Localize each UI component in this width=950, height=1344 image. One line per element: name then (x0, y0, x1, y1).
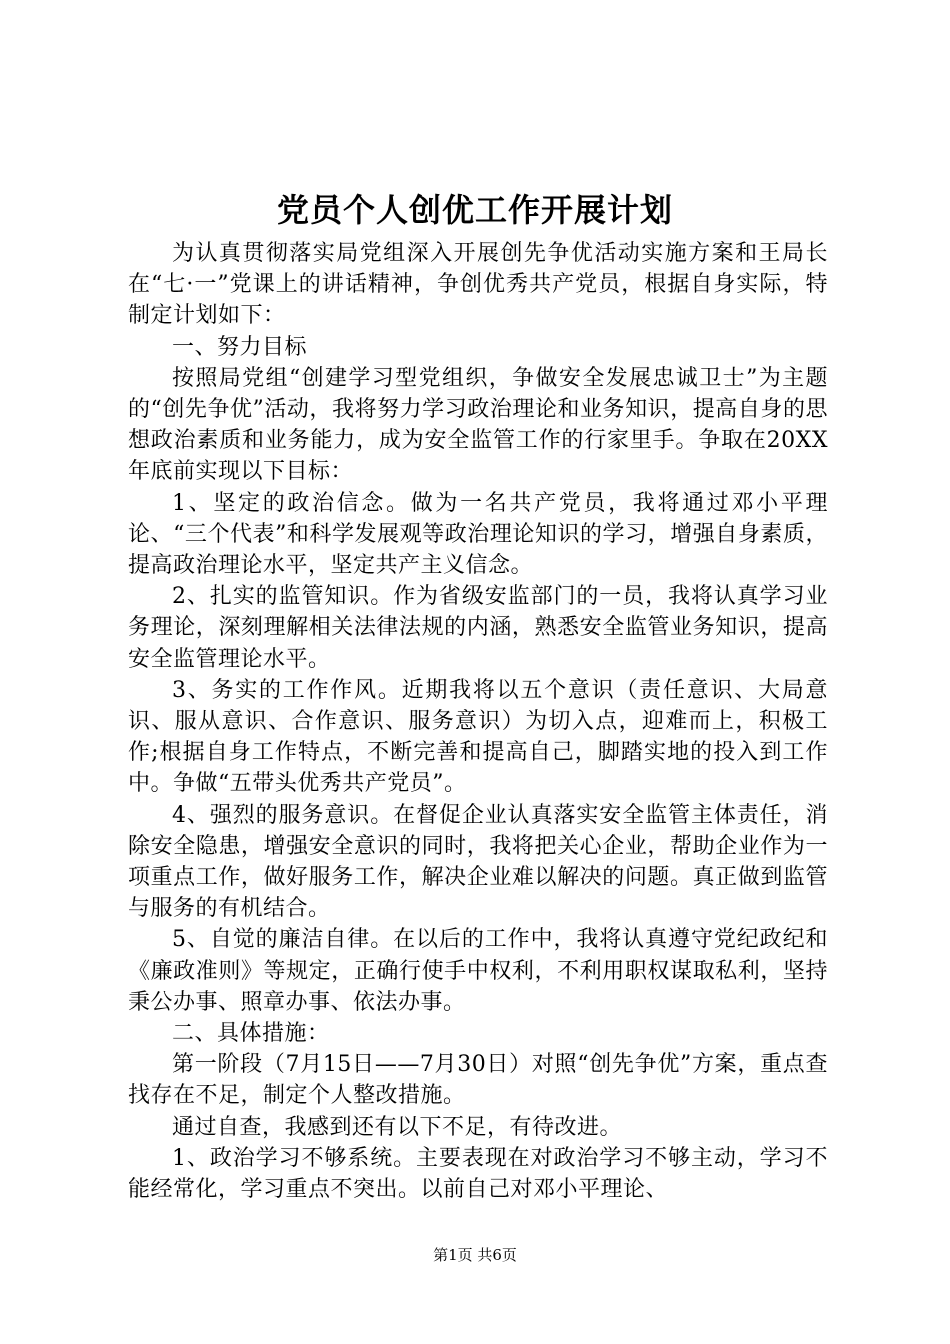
document-title: 党员个人创优工作开展计划 (276, 191, 673, 229)
goal-item-5: 5、自觉的廉洁自律。在以后的工作中，我将认真遵守党纪政纪和《廉政准则》等规定，正确行使手中权利，不利用职权谋取私利，坚持秉公办事、照章办事、依法办事。 (128, 927, 828, 1015)
paragraph-goals: 按照局党组“创建学习型党组织，争做安全发展忠诚卫士”为主题的“创先争优”活动，我将努力学习政治理论和业务知识，提高自身的思想政治素质和业务能力，成为安全监管工作的行家里手。争取在20XX年底前实现以下目标： (128, 365, 828, 485)
paragraph-phase-1: 第一阶段（7月15日——7月30日）对照“创先争优”方案，重点查找存在不足，制定个人整改措施。 (128, 1052, 828, 1109)
goal-item-1: 1、坚定的政治信念。做为一名共产党员，我将通过邓小平理论、“三个代表”和科学发展观等政治理论知识的学习，增强自身素质，提高政治理论水平，坚定共产主义信念。 (128, 490, 828, 579)
goal-item-3: 3、务实的工作作风。近期我将以五个意识（责任意识、大局意识、服从意识、合作意识、服务意识）为切入点，迎难而上，积极工作;根据自身工作特点，不断完善和提高自己，脚踏实地的投入到工作中。争做“五带头优秀共产党员”。 (128, 677, 828, 797)
document-body (128, 238, 828, 1205)
heading-goals: 一、努力目标 (172, 334, 308, 360)
shortcoming-item-1: 1、政治学习不够系统。主要表现在对政治学习不够主动，学习不能经常化，学习重点不突出。以前自己对邓小平理论、 (128, 1145, 828, 1203)
goal-item-2: 2、扎实的监管知识。作为省级安监部门的一员，我将认真学习业务理论，深刻理解相关法律法规的内涵，熟悉安全监管业务知识，提高安全监管理论水平。 (128, 584, 828, 672)
paragraph-self-check: 通过自查，我感到还有以下不足，有待改进。 (172, 1114, 623, 1140)
heading-measures: 二、具体措施： (172, 1021, 330, 1047)
goal-item-4: 4、强烈的服务意识。在督促企业认真落实安全监管主体责任，消除安全隐患，增强安全意识的同时，我将把关心企业，帮助企业作为一项重点工作，做好服务工作，解决企业难以解决的问题。真正做到监管与服务的有机结合。 (128, 802, 828, 922)
paragraph-intro: 为认真贯彻落实局党组深入开展创先争优活动实施方案和王局长在“七·一”党课上的讲话精神，争创优秀共产党员，根据自身实际，特制定计划如下： (128, 241, 828, 329)
page-footer: 第1页 共6页 (433, 1246, 517, 1264)
